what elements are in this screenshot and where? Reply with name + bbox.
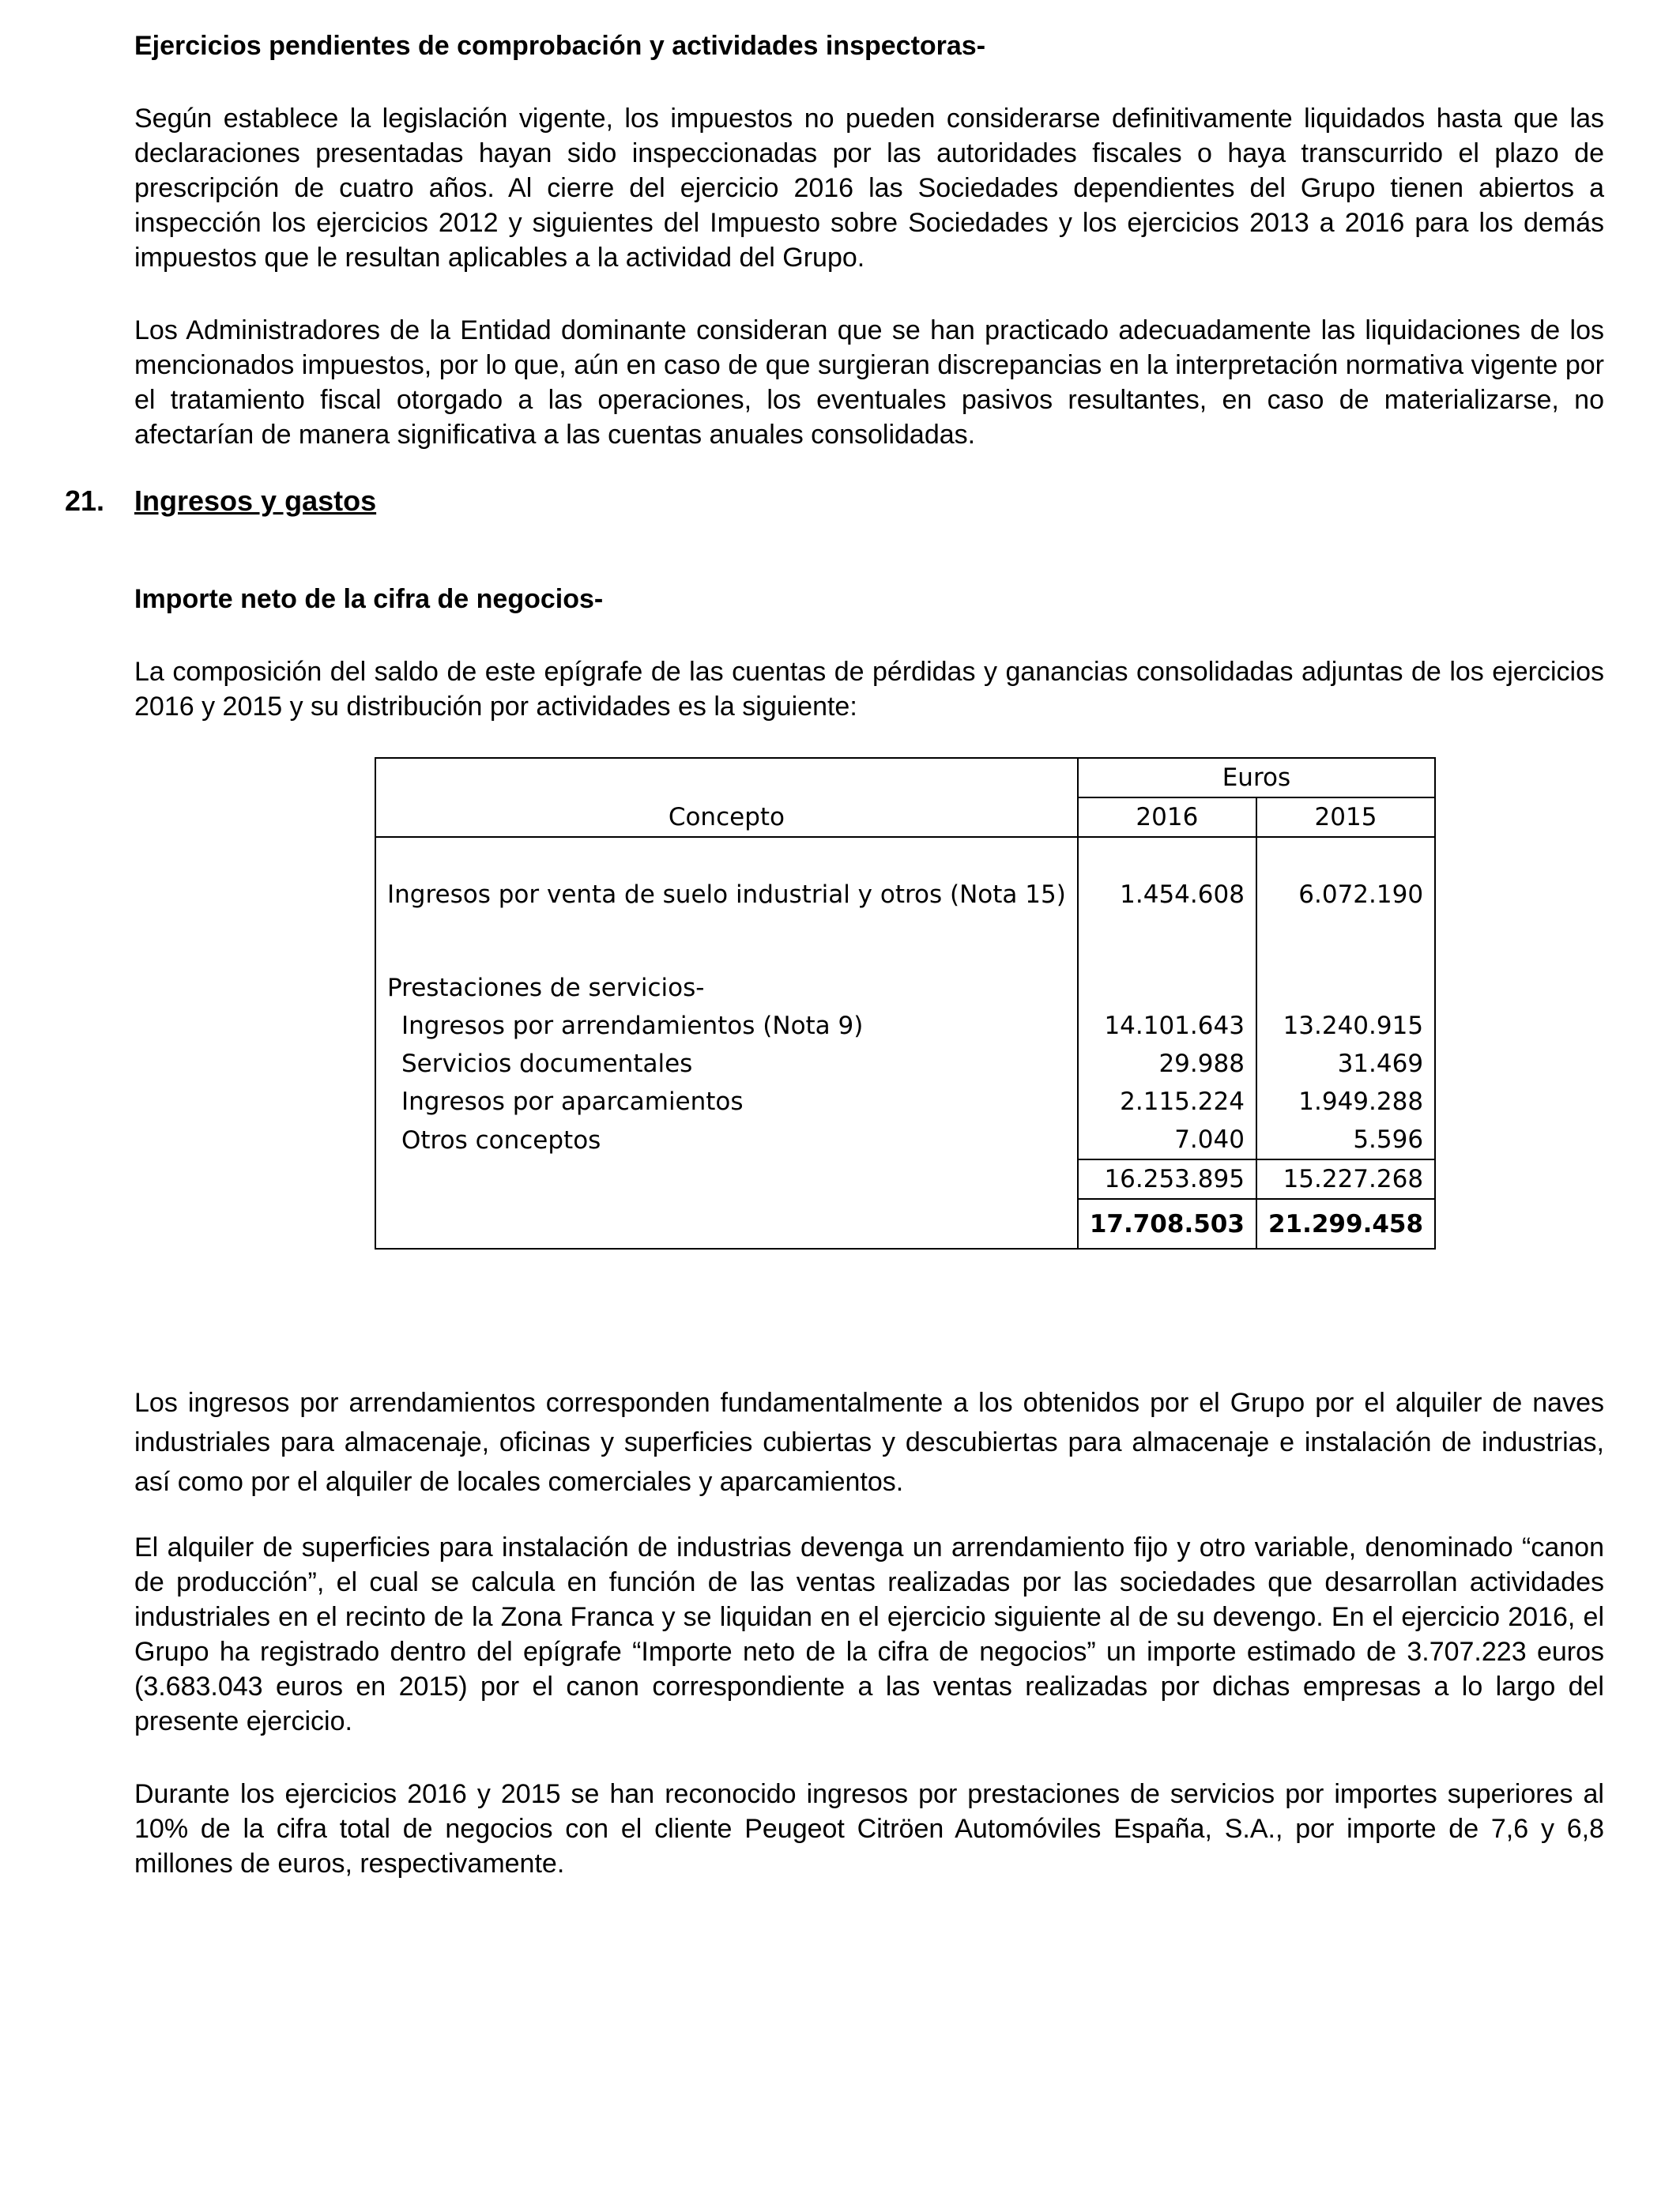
value-aparcamientos-2015: 1.949.288 xyxy=(1256,1083,1435,1121)
value-otros-2015: 5.596 xyxy=(1256,1121,1435,1159)
value-aparcamientos-2016: 2.115.224 xyxy=(1078,1083,1256,1121)
table-row xyxy=(375,1045,1435,1083)
value-subtotal-2016: 16.253.895 xyxy=(1078,1159,1256,1199)
value-suelo-2016: 1.454.608 xyxy=(1078,876,1256,914)
paragraph-leasing-income: Los ingresos por arrendamientos corresponden fundamentalmente a los obtenidos por el Grupo por el alquiler de naves industriales para almacenaje, oficinas y superficies cubiertas y descubiertas para almacenaje e instalación de industrias, así como por el alquiler de locales comerciales y aparcamientos. xyxy=(134,1388,1604,1497)
value-suelo-2015: 6.072.190 xyxy=(1256,876,1435,914)
value-documentales-2015: 31.469 xyxy=(1256,1045,1435,1083)
row-label-prestaciones: Prestaciones de servicios- xyxy=(375,969,1078,1007)
table-row xyxy=(375,876,1435,914)
row-label-arrendamientos: Ingresos por arrendamientos (Nota 9) xyxy=(375,1007,1078,1045)
value-arrendamientos-2016: 14.101.643 xyxy=(1078,1007,1256,1045)
table-row xyxy=(375,1007,1435,1045)
row-label-aparcamientos: Ingresos por aparcamientos xyxy=(375,1083,1078,1121)
header-year-2016: 2016 xyxy=(1078,797,1256,837)
header-currency: Euros xyxy=(1078,758,1435,797)
section-title: Ingresos y gastos xyxy=(134,484,377,517)
row-label-otros: Otros conceptos xyxy=(375,1121,1078,1159)
table-row xyxy=(375,1083,1435,1121)
paragraph-production-canon: El alquiler de superficies para instalación de industrias devenga un arrendamiento fijo y otro variable, denominado “canon de producción”, el cual se calcula en función de las ventas realizadas por las sociedades que desarrollan actividades industriales en el recinto de la Zona Franca y se liquidan en el ejercicio siguiente al de su devengo. En el ejercicio 2016, el Grupo ha registrado dentro del epígrafe “Importe neto de la cifra de negocios” un importe estimado de 3.707.223 euros (3.683.043 euros en 2015) por el canon correspondiente a las ventas realizadas por dichas empresas a lo largo del presente ejercicio. xyxy=(134,1532,1604,1736)
subheading-net-revenue: Importe neto de la cifra de negocios- xyxy=(134,584,604,614)
revenue-table xyxy=(375,757,1436,1250)
value-arrendamientos-2015: 13.240.915 xyxy=(1256,1007,1435,1045)
value-documentales-2016: 29.988 xyxy=(1078,1045,1256,1083)
paragraph-major-customer: Durante los ejercicios 2016 y 2015 se han reconocido ingresos por prestaciones de servicios por importes superiores al 10% de la cifra total de negocios con el cliente Peugeot Citröen Automóviles España, S.A., por importe de 7,6 y 6,8 millones de euros, respectivamente. xyxy=(134,1779,1604,1879)
header-concept: Concepto xyxy=(375,797,1078,837)
header-blank xyxy=(375,758,1078,797)
table-row xyxy=(375,1121,1435,1159)
value-subtotal-2015: 15.227.268 xyxy=(1256,1159,1435,1199)
value-total-2016: 17.708.503 xyxy=(1078,1199,1256,1249)
section-number: 21. xyxy=(65,484,105,517)
row-label-suelo: Ingresos por venta de suelo industrial y otros (Nota 15) xyxy=(375,876,1078,914)
paragraph-legislation: Según establece la legislación vigente, los impuestos no pueden considerarse definitivamente liquidados hasta que las declaraciones presentadas hayan sido inspeccionadas por las autoridades fiscales o haya transcurrido el plazo de prescripción de cuatro años. Al cierre del ejercicio 2016 las Sociedades dependientes del Grupo tienen abiertos a inspección los ejercicios 2012 y siguientes del Impuesto sobre Sociedades y los ejercicios 2013 a 2016 para los demás impuestos que le resultan aplicables a la actividad del Grupo. xyxy=(134,104,1604,273)
table-row-subtotal xyxy=(375,1159,1435,1199)
value-total-2015: 21.299.458 xyxy=(1256,1199,1435,1249)
section-heading-inspections: Ejercicios pendientes de comprobación y actividades inspectoras- xyxy=(134,31,986,61)
header-year-2015: 2015 xyxy=(1256,797,1435,837)
section-title-21 xyxy=(65,484,376,518)
value-otros-2016: 7.040 xyxy=(1078,1121,1256,1159)
table-row-total xyxy=(375,1199,1435,1249)
paragraph-administrators: Los Administradores de la Entidad dominante consideran que se han practicado adecuadamente las liquidaciones de los mencionados impuestos, por lo que, aún en caso de que surgieran discrepancias en la interpretación normativa vigente por el tratamiento fiscal otorgado a las operaciones, los eventuales pasivos resultantes, en caso de materializarse, no afectarían de manera significativa a las cuentas anuales consolidadas. xyxy=(134,315,1604,450)
paragraph-table-intro: La composición del saldo de este epígrafe de las cuentas de pérdidas y ganancias consolidadas adjuntas de los ejercicios 2016 y 2015 y su distribución por actividades es la siguiente: xyxy=(134,657,1604,722)
row-label-documentales: Servicios documentales xyxy=(375,1045,1078,1083)
